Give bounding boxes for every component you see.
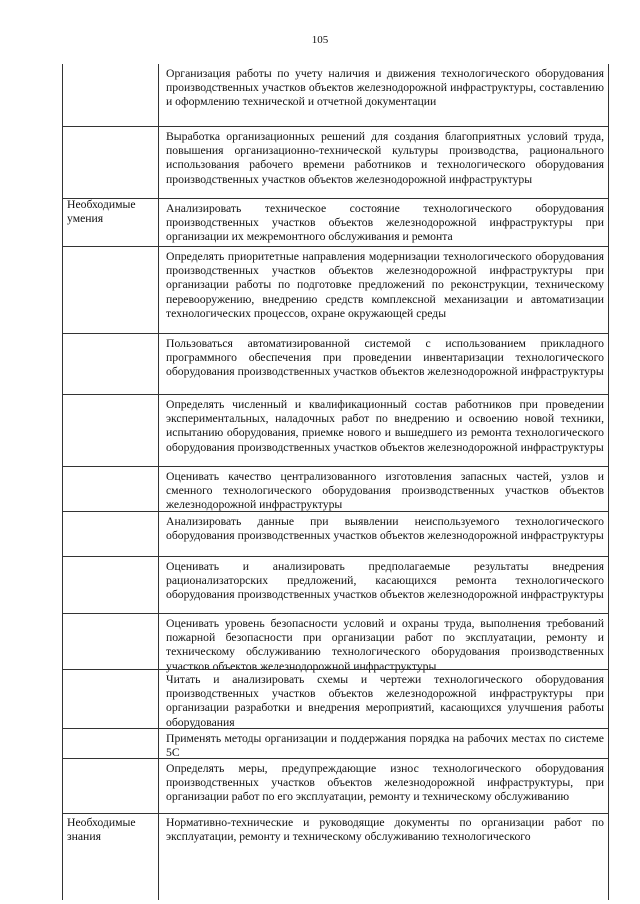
- table-cell: Оценивать качество централизованного изготовления запасных частей, узлов и сменного технологического оборудования производственных участков объектов железнодорожной инфраструктуры: [166, 470, 604, 512]
- table-row: [63, 669, 608, 729]
- table-cell: Нормативно-технические и руководящие документы по организации работ по эксплуатации, ремонту и техническому обслуживанию технологического: [166, 816, 604, 844]
- page-number: 105: [311, 34, 329, 46]
- table-cell: Выработка организационных решений для создания благоприятных условий труда, повышения организационно-технической культуры производства, рационального использования рабочего времени работников и технологического оборудования производственных участков объектов железнодорожной инфраструктуры: [166, 130, 604, 186]
- table-cell: Определять численный и квалификационный состав работников при проведении экспериментальных, наладочных работ по внедрению и освоению новой техники, испытанию оборудования, приемке нового и вышедшего из ремонта технологического оборудования производственных участков объектов железнодорожной инфраструктуры: [166, 398, 604, 454]
- table-row: [63, 466, 608, 512]
- table-row: [63, 511, 608, 557]
- table-cell: Определять меры, предупреждающие износ технологического оборудования производственных участков объектов железнодорожной инфраструктуры, при организации работ по его эксплуатации, ремонту и техническому обслуживанию: [166, 762, 604, 804]
- table-row: [63, 556, 608, 614]
- table-cell: Определять приоритетные направления модернизации технологического оборудования производственных участков объектов железнодорожной инфраструктуры при организации работы по подготовке предложений по реконструкции, техническому перевооружению, внедрению средств комплексной механизации и автоматизации технологических процессов, охране окружающей среды: [166, 250, 604, 320]
- table-row: [63, 126, 608, 199]
- section-label-knowledge: Необходимые знания: [67, 816, 136, 844]
- table-row: [63, 613, 608, 673]
- table-row: [63, 246, 608, 334]
- table-cell: Оценивать уровень безопасности условий и охраны труда, выполнения требований пожарной безопасности при организации работ по эксплуатации, ремонту и техническому обслуживанию технологического оборудования производственных участков объектов железнодорожной инфраструктуры: [166, 617, 604, 673]
- table-row: [63, 198, 608, 247]
- table-cell: Читать и анализировать схемы и чертежи технологического оборудования производственных участков объектов железнодорожной инфраструктуры при организации разработки и внедрения мероприятий, касающихся улучшения работы оборудования: [166, 673, 604, 729]
- table-row: [63, 728, 608, 759]
- table-row: [63, 758, 608, 814]
- table-cell: Анализировать техническое состояние технологического оборудования производственных участков объектов железнодорожной инфраструктуры при организации их межремонтного обслуживания и ремонта: [166, 202, 604, 244]
- section-label-skills: Необходимые умения: [67, 198, 136, 226]
- competency-table: [62, 64, 609, 900]
- table-row: [63, 64, 608, 126]
- table-row: [63, 813, 608, 900]
- table-cell: Пользоваться автоматизированной системой с использованием прикладного программного обеспечения при проведении инвентаризации технологического оборудования производственных участков объектов железнодорожной инфраструктуры: [166, 337, 604, 379]
- table-row: [63, 333, 608, 395]
- table-row: [63, 394, 608, 467]
- table-cell: Анализировать данные при выявлении неиспользуемого технологического оборудования производственных участков объектов железнодорожной инфраструктуры: [166, 515, 604, 543]
- table-cell: Организация работы по учету наличия и движения технологического оборудования производственных участков объектов железнодорожной инфраструктуры, составлению и оформлению технической и отчетной документации: [166, 67, 604, 109]
- table-cell: Применять методы организации и поддержания порядка на рабочих местах по системе 5С: [166, 732, 604, 760]
- table-cell: Оценивать и анализировать предполагаемые результаты внедрения рационализаторских предложений, касающихся ремонта технологического оборудования производственных участков объектов железнодорожной инфраструктуры: [166, 560, 604, 602]
